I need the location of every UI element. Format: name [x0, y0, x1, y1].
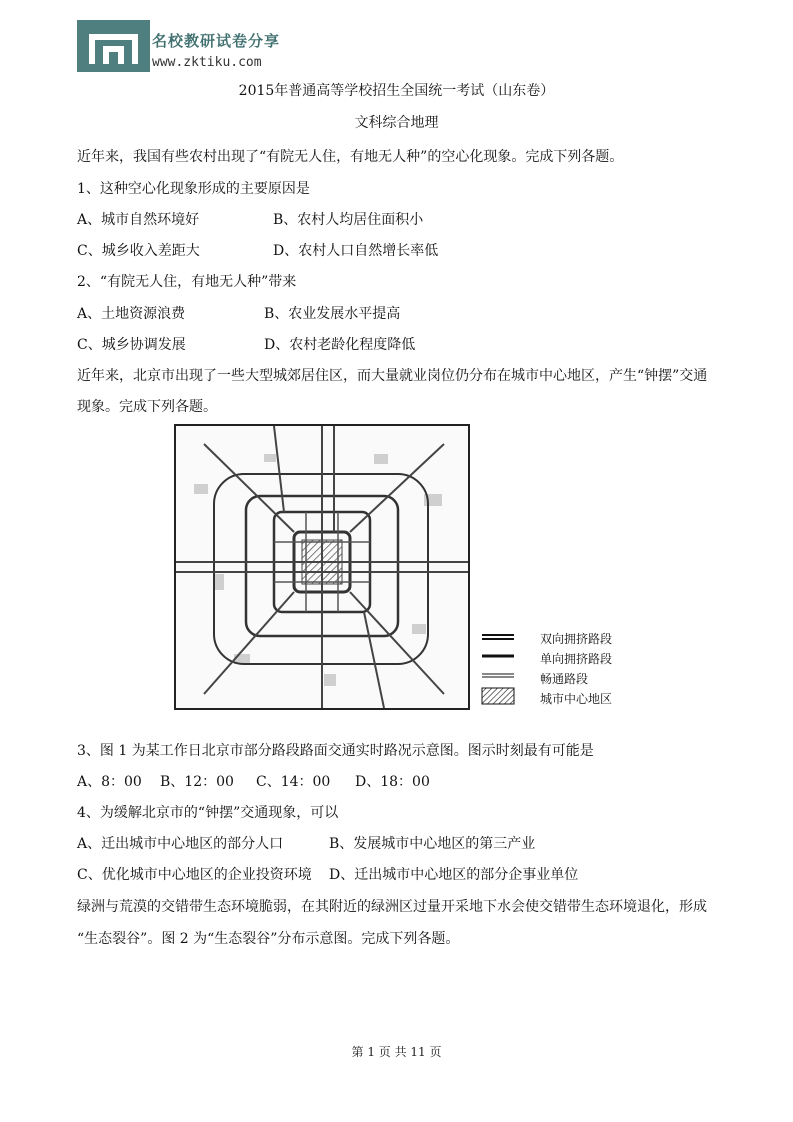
intro-paragraph-1: 近年来，我国有些农村出现了“有院无人住，有地无人种”的空心化现象。完成下列各题。 [77, 149, 624, 165]
beijing-traffic-map [174, 424, 470, 710]
question-4-option-a: A、迁出城市中心地区的部分人口 [77, 836, 284, 852]
question-4-stem: 4、为缓解北京市的“钟摆”交通现象，可以 [77, 805, 339, 821]
question-1-option-d: D、农村人口自然增长率低 [273, 243, 439, 259]
intro-paragraph-3-line-2: “生态裂谷”。图 2 为“生态裂谷”分布示意图。完成下列各题。 [77, 931, 460, 947]
question-4-option-c: C、优化城市中心地区的企业投资环境 [77, 867, 312, 883]
logo-url: www.zktiku.com [152, 55, 262, 70]
exam-title: 2015年普通高等学校招生全国统一考试（山东卷） [238, 83, 555, 99]
question-3-option-a: A、8：00 [77, 774, 142, 790]
intro-paragraph-2-line-1: 近年来，北京市出现了一些大型城郊居住区，而大量就业岗位仍分布在城市中心地区，产生“钟摆”交通 [77, 368, 708, 384]
logo-building-icon [77, 20, 150, 72]
intro-paragraph-3-line-1: 绿洲与荒漠的交错带生态环境脆弱，在其附近的绿洲区过量开采地下水会使交错带生态环境退化，形成 [77, 899, 707, 915]
question-3-option-d: D、18：00 [355, 774, 430, 790]
question-2-option-c: C、城乡协调发展 [77, 337, 186, 353]
logo-text: 名校教研试卷分享 [152, 32, 281, 50]
question-2-option-d: D、农村老龄化程度降低 [264, 337, 416, 353]
question-1-option-c: C、城乡收入差距大 [77, 243, 200, 259]
question-2-option-b: B、农业发展水平提高 [264, 306, 401, 322]
question-4-option-d: D、迁出城市中心地区的部分企事业单位 [329, 867, 579, 883]
question-3-stem: 3、图 1 为某工作日北京市部分路段路面交通实时路况示意图。图示时刻最有可能是 [77, 743, 594, 759]
question-3-option-c: C、14：00 [256, 774, 331, 790]
question-4-option-b: B、发展城市中心地区的第三产业 [329, 836, 536, 852]
question-3-option-b: B、12：00 [160, 774, 234, 790]
exam-subtitle: 文科综合地理 [354, 115, 439, 131]
logo-mark [77, 20, 150, 72]
map-legend [478, 628, 638, 708]
intro-paragraph-2-line-2: 现象。完成下列各题。 [77, 399, 217, 415]
legend-one-way: 单向拥挤路段 [540, 652, 613, 666]
legend-center: 城市中心地区 [540, 692, 613, 706]
question-2-option-a: A、土地资源浪费 [77, 306, 186, 322]
legend-clear: 畅通路段 [540, 672, 589, 686]
question-1-option-b: B、农村人均居住面积小 [273, 212, 424, 228]
question-2-stem: 2、“有院无人住，有地无人种”带来 [77, 274, 297, 290]
legend-two-way: 双向拥挤路段 [540, 632, 613, 646]
page-footer: 第 1 页 共 11 页 [351, 1045, 442, 1059]
question-1-option-a: A、城市自然环境好 [77, 212, 200, 228]
question-1-stem: 1、这种空心化现象形成的主要原因是 [77, 181, 310, 197]
legend-symbols [478, 628, 518, 708]
